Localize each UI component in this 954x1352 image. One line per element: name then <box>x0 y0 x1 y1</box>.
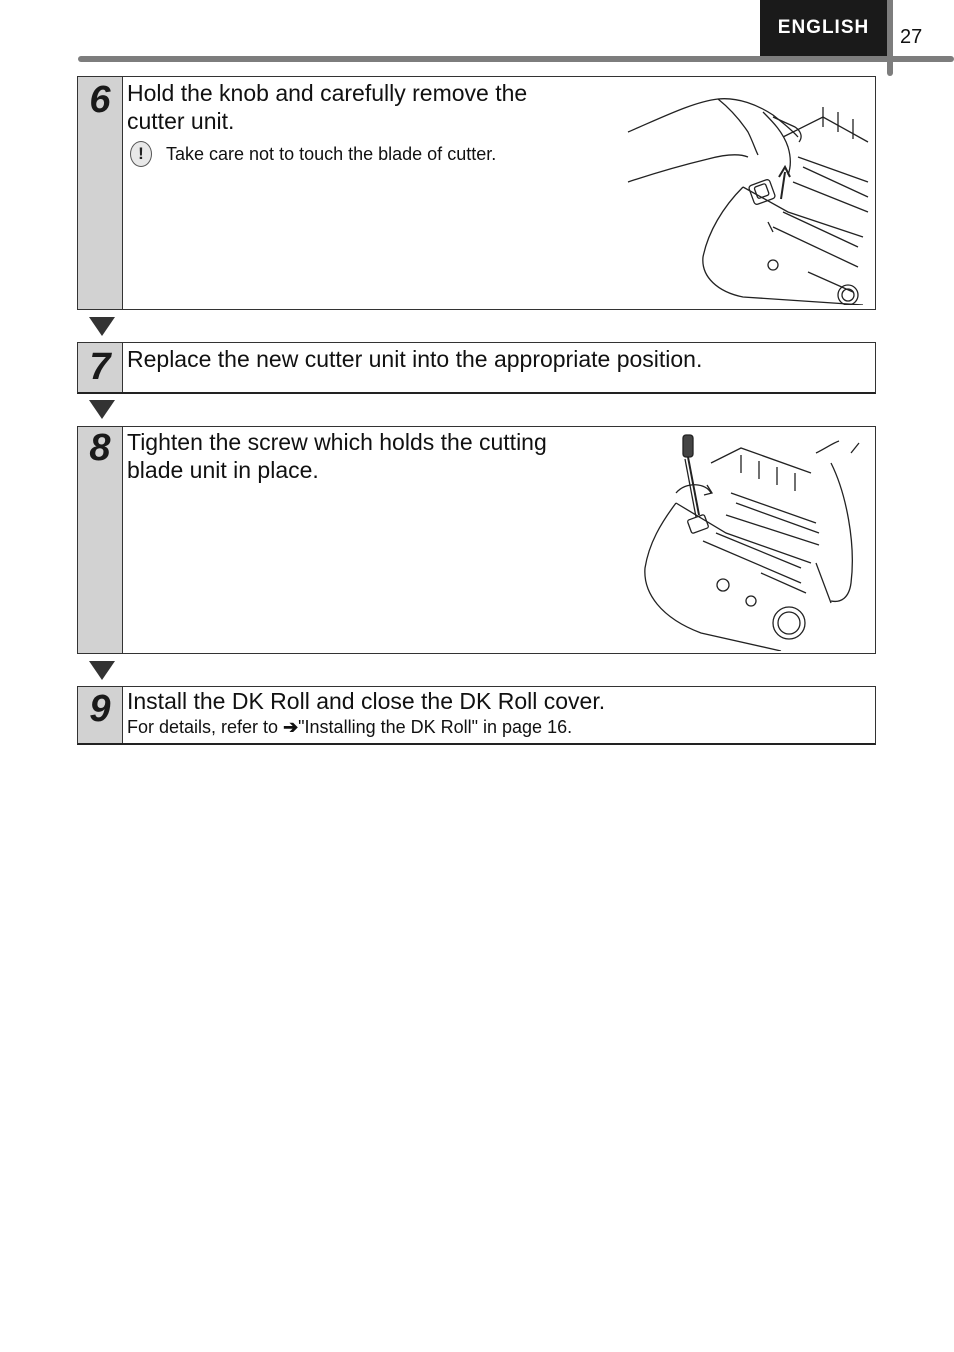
step-number-column <box>78 77 123 309</box>
cutter-removal-illustration <box>623 87 873 305</box>
page-number: 27 <box>900 26 923 48</box>
page-reference-link[interactable]: "Installing the DK Roll" in page 16. <box>298 717 573 737</box>
step-number: 6 <box>89 79 111 121</box>
next-step-arrow <box>89 661 115 680</box>
language-tab <box>760 0 887 56</box>
step-number-column <box>78 343 123 392</box>
header-rule <box>78 56 954 62</box>
step-number: 9 <box>89 688 111 730</box>
caution-icon <box>130 141 152 167</box>
detail-prefix: For details, refer to <box>127 717 284 737</box>
step-instruction-line1: Tighten the screw which holds the cutting <box>127 429 547 455</box>
step-number: 7 <box>89 346 111 388</box>
step-instruction-line2: cutter unit. <box>127 108 235 134</box>
caution-text: Take care not to touch the blade of cutter. <box>166 143 497 164</box>
caution-note <box>130 141 496 167</box>
step-instruction: Install the DK Roll and close the DK Roll cover. <box>127 688 606 714</box>
step-8 <box>77 426 876 654</box>
next-step-arrow <box>89 317 115 336</box>
header-vertical-rule <box>887 0 893 76</box>
screw-tightening-illustration <box>641 433 873 651</box>
reference-arrow-icon: ➔ <box>283 717 299 737</box>
step-instruction <box>127 79 527 135</box>
step-instruction: Replace the new cutter unit into the appropriate position. <box>127 346 703 372</box>
step-number: 8 <box>89 427 111 469</box>
step-number-column <box>78 427 123 653</box>
step-detail <box>127 716 572 738</box>
caution-icon-glyph: ! <box>138 144 144 163</box>
step-instruction-line2: blade unit in place. <box>127 457 319 483</box>
next-step-arrow <box>89 400 115 419</box>
language-label: ENGLISH <box>777 17 870 38</box>
step-number-column <box>78 687 123 743</box>
step-6 <box>77 76 876 310</box>
step-instruction <box>127 428 547 484</box>
step-instruction-line1: Hold the knob and carefully remove the <box>127 80 528 106</box>
step-7 <box>77 342 876 394</box>
step-9 <box>77 686 876 745</box>
